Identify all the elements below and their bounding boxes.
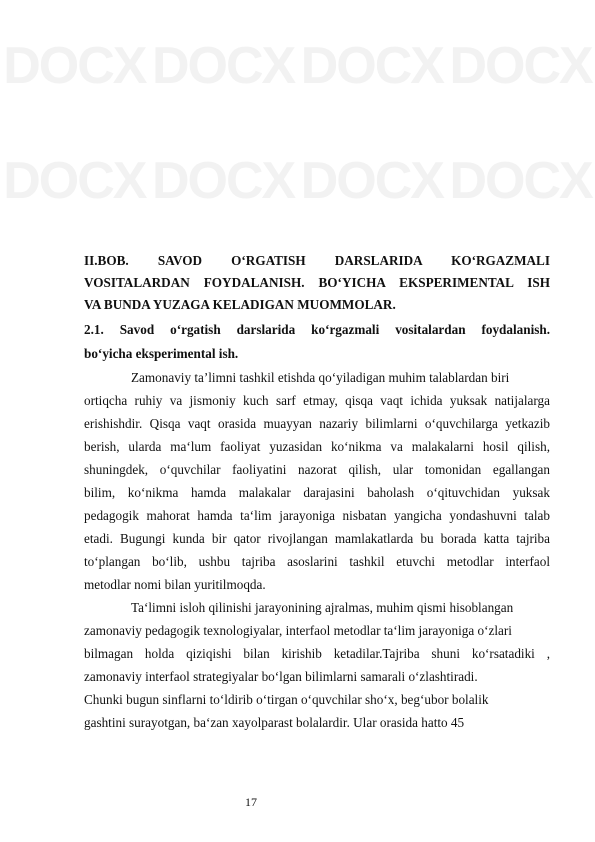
page-number: 17 [245, 795, 257, 809]
paragraph-line: bilmagan holda qiziqishi bilan kirishib ketadilar.Tajriba shuni ko‘rsatadiki , [84, 646, 550, 661]
paragraph-line: bilim, ko‘nikma hamda malakalar darajasini baholash o‘qituvchidan yuksak [84, 485, 550, 500]
subheading-line: bo‘yicha eksperimental ish. [84, 346, 239, 361]
paragraph-line: erishishdir. Qisqa vaqt orasida muayyan nazariy bilimlarni o‘quvchilarga yetkazib [84, 416, 550, 431]
paragraph-line: zamonaviy interfaol strategiyalar bo‘lgan bilimlarni samarali o‘zlashtiradi. [84, 669, 478, 684]
watermark-text: DOCX [300, 151, 443, 210]
paragraph-line: gashtini surayotgan, ba‘zan xayolparast bolalardir. Ular orasida hatto 45 [84, 715, 465, 730]
subheading-line: 2.1. Savod o‘rgatish darslarida ko‘rgazmali vositalardan foydalanish. [84, 322, 550, 337]
paragraph-line: shuningdek, o‘quvchilar faoliyatini nazorat qilish, ular tomonidan egallangan [84, 462, 550, 477]
paragraph-line: pedagogik mahorat hamda ta‘lim jarayoniga nisbatan yangicha yondashuvni talab [84, 508, 550, 523]
paragraph-line: etadi. Bugungi kunda bir qator rivojlangan mamlakatlarda bu borada katta tajriba [84, 531, 550, 546]
watermark-text: DOCX [449, 151, 592, 210]
heading-line: VA BUNDA YUZAGA KELADIGAN MUOMMOLAR. [84, 297, 396, 312]
paragraph-line: metodlar nomi bilan yuritilmoqda. [84, 577, 266, 592]
watermark-text: DOCX [152, 151, 295, 210]
watermark [0, 8, 595, 238]
heading-line: VOSITALARDAN FOYDALANISH. BO‘YICHA EKSPERIMENTAL ISH [84, 275, 550, 290]
paragraph-line: ortiqcha ruhiy va jismoniy kuch sarf etmay, qisqa vaqt ichida yuksak natijalarga [84, 393, 550, 408]
watermark-text: DOCX [449, 36, 592, 95]
paragraph-line: Ta‘limni isloh qilinishi jarayonining ajralmas, muhim qismi hisoblangan [131, 600, 514, 615]
watermark-text: DOCX [152, 36, 295, 95]
watermark-text: DOCX [300, 36, 443, 95]
paragraph-line: zamonaviy pedagogik texnologiyalar, interfaol metodlar ta‘lim jarayoniga o‘zlari [84, 623, 512, 638]
paragraph-line: Chunki bugun sinflarni to‘ldirib o‘tirgan o‘quvchilar sho‘x, beg‘ubor bolalik [84, 692, 489, 707]
heading-line: II.BOB. SAVOD O‘RGATISH DARSLARIDA KO‘RGAZMALI [84, 253, 550, 268]
watermark-text: DOCX [3, 36, 146, 95]
paragraph-line: to‘plangan bo‘lib, ushbu tajriba asoslarini tashkil etuvchi metodlar interfaol [84, 554, 550, 569]
watermark-text: DOCX [3, 151, 146, 210]
paragraph-line: Zamonaviy ta’limni tashkil etishda qo‘yiladigan muhim talablardan biri [131, 370, 510, 385]
paragraph-line: berish, ularda ma‘lum faoliyat yuzasidan ko‘nikma va malakalarni hosil qilish, [84, 439, 550, 454]
